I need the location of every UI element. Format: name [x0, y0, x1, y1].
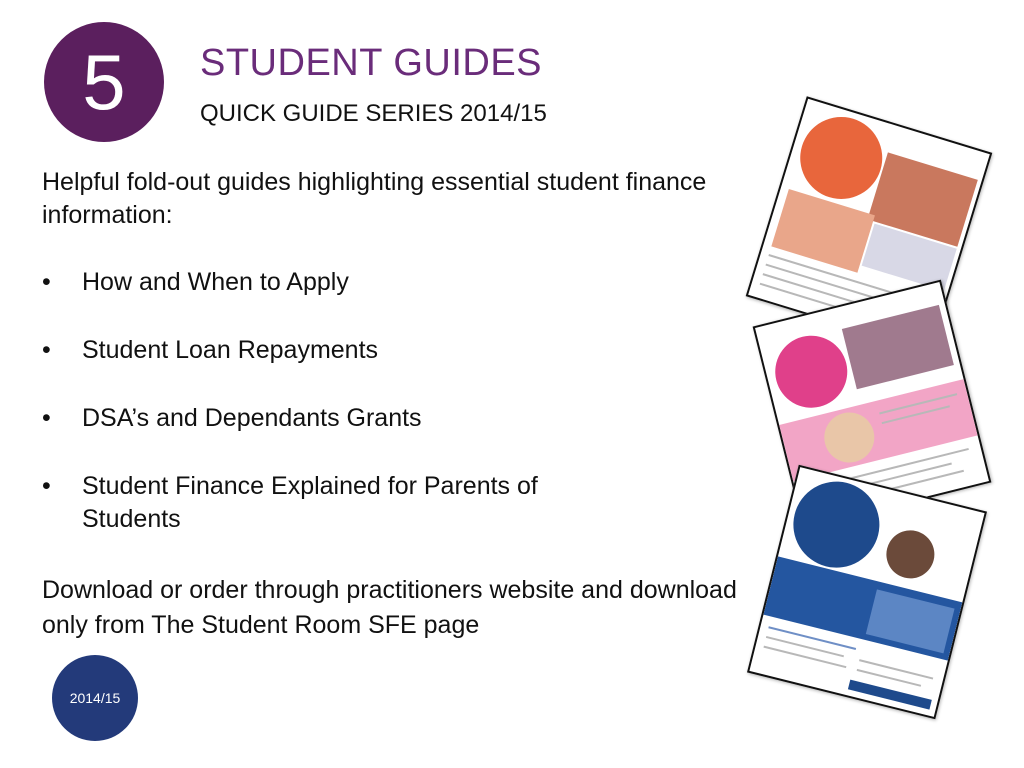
text-line [859, 659, 933, 679]
bullet-marker: • [42, 404, 51, 432]
intro-text: Helpful fold-out guides highlighting essential student finance information: [42, 168, 707, 229]
list-item [42, 266, 662, 299]
page-title: STUDENT GUIDES [200, 42, 543, 84]
guide-list [42, 266, 662, 571]
number-circle [44, 22, 164, 142]
sfe-logo [957, 154, 982, 174]
list-item-label: Student Loan Repayments [82, 336, 379, 364]
guide-leaflet-dsa-and-dependants-grants [747, 465, 987, 720]
page-subtitle: QUICK GUIDE SERIES 2014/15 [200, 100, 547, 127]
bullet-marker: • [42, 268, 51, 296]
photo-placeholder [881, 525, 939, 583]
list-item-label: Student Finance Explained for Parents of Students [82, 472, 538, 533]
list-item [42, 402, 662, 435]
text-line [763, 646, 846, 669]
photo-placeholder [842, 305, 954, 389]
closing-text: Download or order through practitioners website and download only from The Student Room SFE page [42, 576, 737, 639]
year-badge-label: 2014/15 [69, 690, 121, 706]
bullet-marker: • [42, 472, 51, 500]
text-line [766, 636, 844, 657]
list-item [42, 334, 662, 367]
list-item-label: DSA’s and Dependants Grants [82, 404, 422, 432]
bullet-marker: • [42, 336, 51, 364]
list-item-label: How and When to Apply [82, 268, 349, 296]
pink-circle-shape [768, 328, 855, 415]
year-badge [52, 655, 138, 741]
list-item [42, 470, 602, 536]
section-number: 5 [82, 38, 126, 126]
